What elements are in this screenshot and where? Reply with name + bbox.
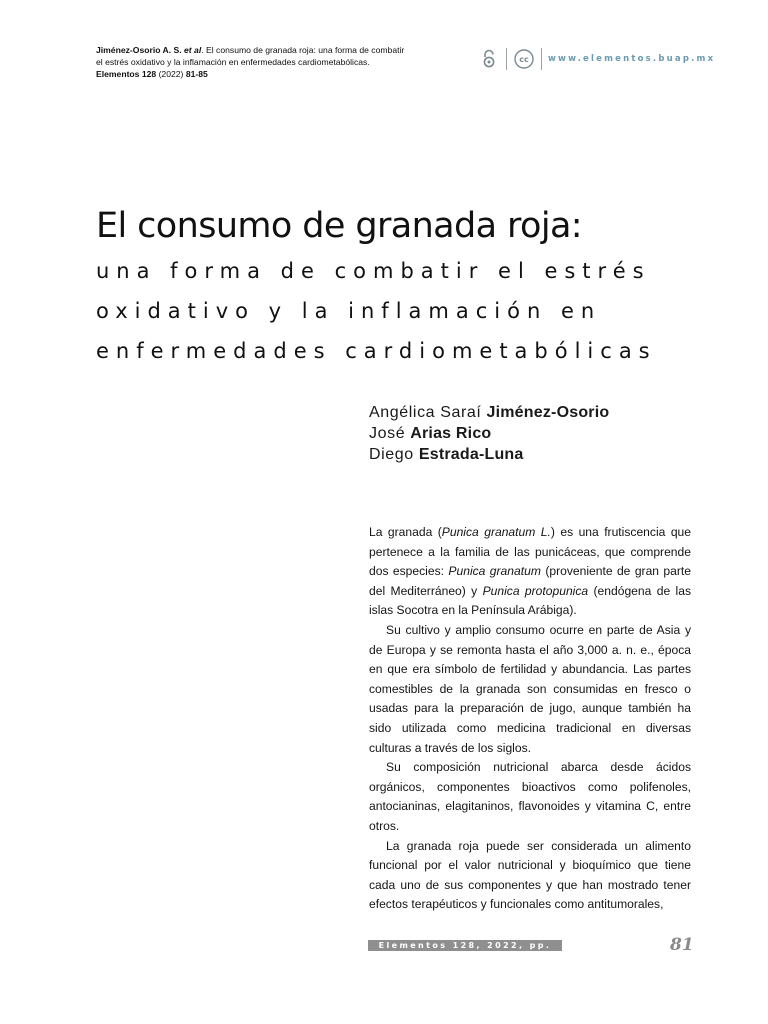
- body-paragraph: Su composición nutricional abarca desde ácidos orgánicos, componentes bioactivos como polifenoles, antocianinas, elagitaninos, flavonoides y vitamina C, entre otros.: [369, 760, 691, 833]
- svg-text:cc: cc: [519, 55, 529, 65]
- body-paragraph: La granada roja puede ser considerada un alimento funcional por el valor nutricional y bioquímico que tiene cada uno de sus componentes y que han mostrado tener efectos terapéuticos y funcionales como antitumorales,: [369, 838, 691, 912]
- author-last-name: Jiménez-Osorio: [486, 404, 610, 421]
- creative-commons-icon: [513, 48, 535, 70]
- open-access-icon: [478, 48, 500, 70]
- paragraph-text: ) es una frutiscencia que pertenece a la familia de las punicáceas, que comprende dos especies:: [369, 525, 691, 579]
- article-body: [369, 523, 691, 915]
- paragraph-text: (proveniente de gran parte del Mediterráneo) y: [369, 564, 691, 598]
- site-url-link[interactable]: www.elementos.buap.mx: [548, 54, 716, 64]
- citation-text: . El consumo de granada roja: una forma de combatir el estrés oxidativo y la inflamación en enfermedades cardiometabólicas.: [96, 45, 405, 67]
- citation-pages: 81-85: [185, 69, 208, 79]
- author: [369, 444, 609, 465]
- author: [369, 402, 609, 423]
- header-right: [478, 46, 738, 72]
- author-list: [369, 402, 609, 465]
- body-paragraph: [369, 523, 691, 621]
- citation-authors: Jiménez-Osorio A. S.: [96, 45, 182, 55]
- footer-journal-info: Elementos 128, 2022, pp. 81-85: [378, 941, 552, 961]
- citation-journal: Elementos 128: [96, 69, 157, 79]
- author-first-name: José: [369, 425, 406, 442]
- footer-journal-bar: [368, 940, 562, 961]
- citation-etal: et al: [184, 45, 202, 55]
- page-number: 81: [670, 935, 694, 955]
- article-title: El consumo de granada roja:: [96, 206, 583, 246]
- citation-block: [96, 44, 406, 80]
- author-last-name: Estrada-Luna: [418, 446, 524, 463]
- citation-year: (2022): [156, 69, 186, 79]
- species-name: Punica granatum L.: [441, 525, 551, 539]
- article-subtitle-line: una forma de combatir el estrés: [96, 259, 651, 283]
- author-first-name: Diego: [369, 446, 414, 463]
- header-separator: [506, 48, 507, 70]
- article-subtitle-line: oxidativo y la inflamación en: [96, 299, 602, 323]
- paragraph-text: (endógena de las islas Socotra en la Península Arábiga).: [369, 583, 691, 618]
- article-subtitle-line: enfermedades cardiometabólicas: [96, 339, 657, 363]
- author-last-name: Arias Rico: [410, 425, 492, 442]
- species-name: Punica protopunica: [482, 583, 589, 598]
- header-separator: [541, 48, 542, 70]
- body-paragraph: Su cultivo y amplio consumo ocurre en parte de Asia y de Europa y se remonta hasta el año 3,000 a. n. e., época en que era símbolo de fertilidad y abundancia. Las partes comestibles de la granada son consumidas en fresco o usadas para la preparación de jugo, aunque también ha sido utilizada como medicina tradicional en diversas culturas a través de los siglos.: [369, 622, 691, 755]
- author: [369, 423, 609, 444]
- species-name: Punica granatum: [448, 564, 541, 579]
- paragraph-text: La granada (: [369, 525, 442, 539]
- author-first-name: Angélica Saraí: [369, 404, 482, 421]
